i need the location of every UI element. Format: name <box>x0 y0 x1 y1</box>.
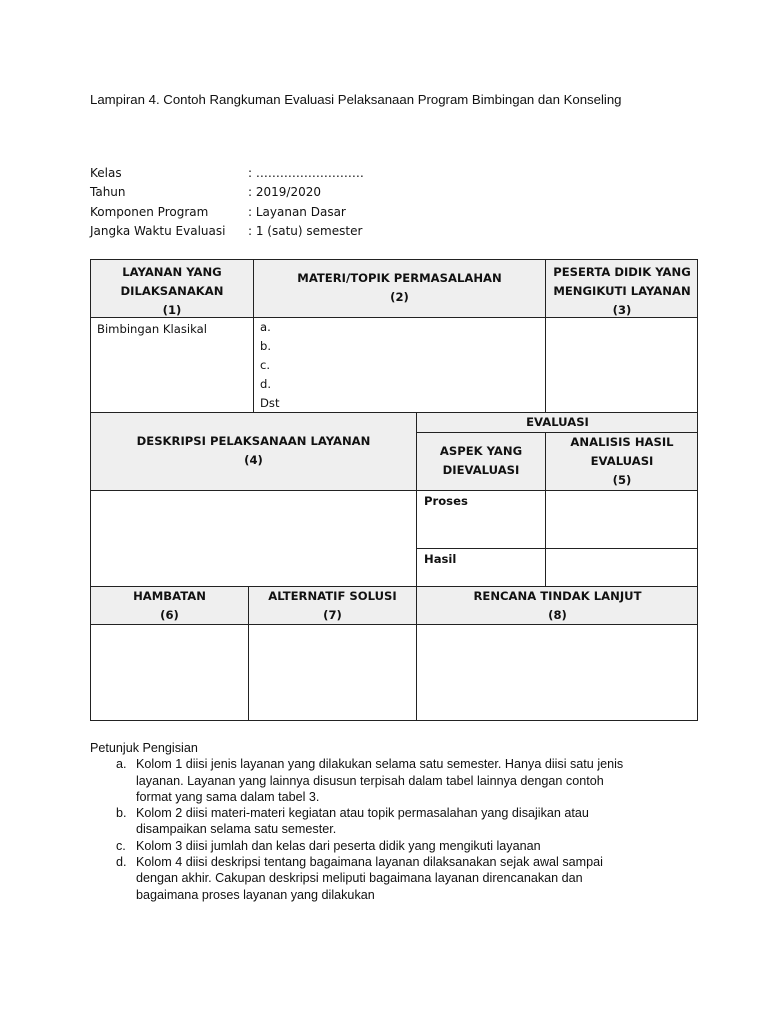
topic-item: a. <box>260 320 271 334</box>
header-evaluasi <box>416 412 698 432</box>
cell-alternatif <box>248 624 416 721</box>
instruction-line: format yang sama dalam tabel 3. <box>136 789 320 804</box>
header-rencana <box>416 586 698 624</box>
instruction-line: bagaimana proses layanan yang dilakukan <box>136 887 375 902</box>
header-rencana-line1: RENCANA TINDAK LANJUT <box>473 589 642 603</box>
header-hambatan-number: (6) <box>160 608 179 622</box>
header-analisis <box>545 432 698 490</box>
instruction-line: disampaikan selama satu semester. <box>136 822 337 837</box>
header-layanan-line2: DILAKSANAKAN <box>120 284 224 298</box>
header-deskripsi-line1: DESKRIPSI PELAKSANAAN LAYANAN <box>136 434 371 448</box>
meta-label: Kelas <box>90 166 122 180</box>
meta-label: Tahun <box>90 185 126 200</box>
meta-value: : ……………………… <box>248 166 364 180</box>
header-layanan-line1: LAYANAN YANG <box>122 265 222 279</box>
header-alternatif-line1: ALTERNATIF SOLUSI <box>268 589 397 603</box>
cell-peserta <box>545 317 698 412</box>
header-evaluasi-label: EVALUASI <box>526 415 589 429</box>
instruction-line: dengan akhir. Cakupan deskripsi meliputi bagaimana layanan direncanakan dan <box>136 871 583 886</box>
header-peserta-line1: PESERTA DIDIK YANG <box>553 265 691 279</box>
evaluation-table <box>90 259 698 721</box>
topic-item: Dst <box>260 396 280 410</box>
header-hambatan-line1: HAMBATAN <box>133 589 206 603</box>
cell-materi <box>253 317 545 412</box>
meta-row-tahun <box>90 183 364 202</box>
header-aspek-line1: ASPEK YANG <box>439 444 523 458</box>
meta-label: Komponen Program <box>90 204 209 219</box>
meta-value: : 1 (satu) semester <box>248 223 363 238</box>
cell-proses-label <box>416 490 545 548</box>
header-rencana-number: (8) <box>548 608 567 622</box>
meta-label: Jangka Waktu Evaluasi <box>90 223 226 238</box>
instructions <box>90 740 690 903</box>
header-peserta-line2: MENGIKUTI LAYANAN <box>553 284 691 298</box>
header-analisis-line2: EVALUASI <box>590 454 654 468</box>
header-layanan-number: (1) <box>162 303 182 317</box>
instruction-line: Kolom 2 diisi materi-materi kegiatan atau topik permasalahan yang disajikan atau <box>136 806 589 821</box>
header-analisis-line1: ANALISIS HASIL <box>570 435 674 449</box>
topic-item: d. <box>260 377 272 391</box>
meta-row-komponen <box>90 203 364 222</box>
instructions-heading: Petunjuk Pengisian <box>90 741 198 755</box>
header-deskripsi <box>90 412 416 490</box>
cell-rencana <box>416 624 698 721</box>
cell-deskripsi <box>90 490 416 586</box>
instruction-item <box>90 838 690 854</box>
header-aspek-line2: DIEVALUASI <box>442 463 520 477</box>
instruction-letter: b. <box>116 806 127 821</box>
page-title: Lampiran 4. Contoh Rangkuman Evaluasi Pelaksanaan Program Bimbingan dan Konseling <box>90 92 622 107</box>
instruction-letter: d. <box>116 855 127 870</box>
header-hambatan <box>90 586 248 624</box>
hasil-label: Hasil <box>424 552 457 566</box>
meta-value: : 2019/2020 <box>248 185 321 200</box>
meta-row-kelas <box>90 164 364 183</box>
cell-layanan <box>90 317 253 412</box>
instruction-line: layanan. Layanan yang lainnya disusun terpisah dalam tabel lainnya dengan contoh <box>136 773 604 788</box>
instruction-item <box>90 756 690 805</box>
meta-row-jangka-waktu <box>90 222 364 241</box>
meta-value: : Layanan Dasar <box>248 204 346 219</box>
header-aspek <box>416 432 545 490</box>
instruction-letter: a. <box>116 757 127 772</box>
instruction-line: Kolom 1 diisi jenis layanan yang dilakukan selama satu semester. Hanya diisi satu jenis <box>136 757 624 772</box>
cell-hambatan <box>90 624 248 721</box>
header-materi-number: (2) <box>390 290 409 304</box>
instruction-item <box>90 805 690 838</box>
service-name: Bimbingan Klasikal <box>97 322 207 336</box>
instruction-item <box>90 854 690 903</box>
instructions-list <box>90 756 690 903</box>
meta-block <box>90 164 364 241</box>
instruction-letter: c. <box>116 838 126 853</box>
cell-hasil-label <box>416 548 545 586</box>
topic-item: b. <box>260 339 272 353</box>
cell-hasil-analisis <box>545 548 698 586</box>
instruction-line: Kolom 4 diisi deskripsi tentang bagaimana layanan dilaksanakan sejak awal sampai <box>136 855 603 870</box>
header-materi <box>253 259 545 317</box>
cell-proses-analisis <box>545 490 698 548</box>
header-alternatif-number: (7) <box>323 608 342 622</box>
header-alternatif <box>248 586 416 624</box>
proses-label: Proses <box>424 494 468 508</box>
header-analisis-number: (5) <box>612 473 632 487</box>
header-deskripsi-number: (4) <box>244 453 263 467</box>
header-layanan <box>90 259 253 317</box>
header-peserta-number: (3) <box>612 303 632 317</box>
header-peserta <box>545 259 698 317</box>
topic-item: c. <box>260 358 271 372</box>
header-materi-line1: MATERI/TOPIK PERMASALAHAN <box>297 271 502 285</box>
instruction-line: Kolom 3 diisi jumlah dan kelas dari peserta didik yang mengikuti layanan <box>136 838 541 853</box>
